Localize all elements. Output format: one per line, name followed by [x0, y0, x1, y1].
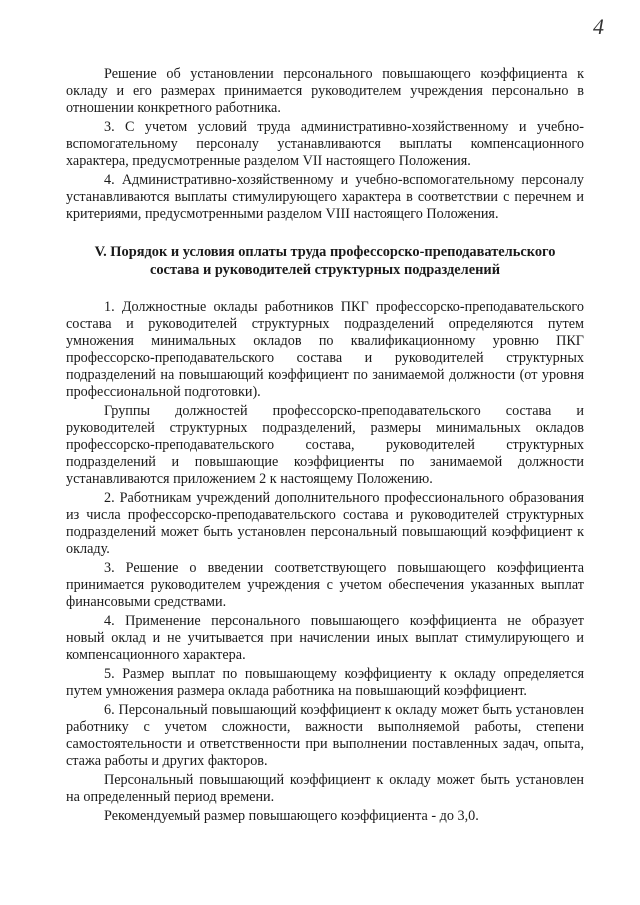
paragraph: 6. Персональный повышающий коэффициент к окладу может быть установлен работнику с учетом сложности, важности выполняемой работы, степени самостоятельности и ответственности при выполнении поставленных задач, опыта, стажа работы и других факторов. — [66, 702, 584, 769]
section-heading — [66, 243, 584, 279]
document-body — [66, 66, 584, 827]
paragraph: 4. Административно-хозяйственному и учебно-вспомогательному персоналу устанавливаются выплаты стимулирующего характера в соответствии с перечнем и критериями, предусмотренными разделом VIII настоящего Положения. — [66, 172, 584, 222]
paragraph: 1. Должностные оклады работников ПКГ профессорско-преподавательского состава и руководителей структурных подразделений определяются путем умножения минимальных окладов по квалификационному уровню ПКГ профессорско-преподавательского состава и руководителей структурных подразделений на повышающий коэффициент по занимаемой должности (от уровня профессиональной подготовки). — [66, 299, 584, 400]
paragraph: Персональный повышающий коэффициент к окладу может быть установлен на определенный период времени. — [66, 772, 584, 805]
section-heading-line: состава и руководителей структурных подразделений — [149, 262, 501, 278]
page-number: 4 — [593, 14, 604, 39]
paragraph: Решение об установлении персонального повышающего коэффициента к окладу и его размерах принимается руководителем учреждения персонально в отношении конкретного работника. — [66, 66, 584, 116]
paragraph: 3. С учетом условий труда административно-хозяйственному и учебно-вспомогательному персоналу устанавливаются выплаты компенсационного характера, предусмотренные разделом VII настоящего Положения. — [66, 119, 584, 169]
paragraph: 4. Применение персонального повышающего коэффициента не образует новый оклад и не учитывается при начислении иных выплат стимулирующего и компенсационного характера. — [66, 613, 584, 663]
section-heading-line: V. Порядок и условия оплаты труда профессорско-преподавательского — [94, 244, 556, 260]
paragraph: 2. Работникам учреждений дополнительного профессионального образования из числа профессорско-преподавательского состава и руководителей структурных подразделений может быть установлен персональный повышающий коэффициент к окладу. — [66, 490, 584, 557]
paragraph: 3. Решение о введении соответствующего повышающего коэффициента принимается руководителем учреждения с учетом обеспечения указанных выплат финансовыми средствами. — [66, 560, 584, 610]
paragraph: Рекомендуемый размер повышающего коэффициента - до 3,0. — [104, 808, 479, 824]
paragraph: 5. Размер выплат по повышающему коэффициенту к окладу определяется путем умножения размера оклада работника на повышающий коэффициент. — [66, 666, 584, 699]
paragraph: Группы должностей профессорско-преподавательского состава и руководителей структурных подразделений, размеры минимальных окладов профессорско-преподавательского состава, руководителей структурных подразделений и повышающие коэффициенты по занимаемой должности устанавливаются приложением 2 к настоящему Положению. — [66, 403, 584, 487]
